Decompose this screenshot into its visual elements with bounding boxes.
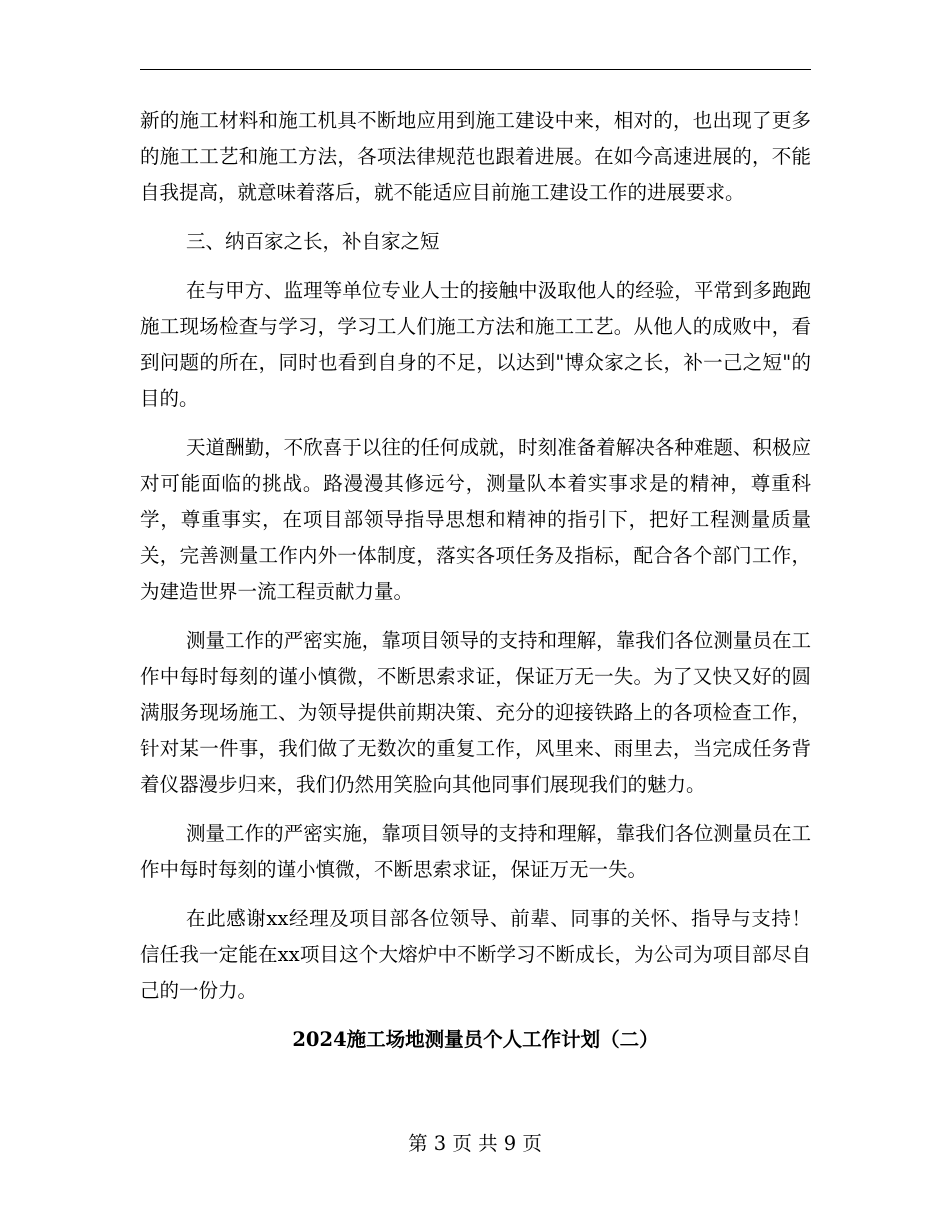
paragraph: 在与甲方、监理等单位专业人士的接触中汲取他人的经验，平常到多跑跑施工现场检查与学习，学习工人们施工方法和施工工艺。从他人的成败中，看到问题的所在，同时也看到自身的不足，以达到"博众家之长，补一己之短"的目的。 <box>140 279 811 410</box>
paragraph: 天道酬勤，不欣喜于以往的任何成就，时刻准备着解决各种难题、积极应对可能面临的挑战。路漫漫其修远兮，测量队本着实事求是的精神，尊重科学，尊重事实，在项目部领导指导思想和精神的指引下，把好工程测量质量关，完善测量工作内外一体制度，落实各项任务及指标，配合各个部门工作，为建造世界一流工程贡献力量。 <box>140 436 811 603</box>
paragraph: 测量工作的严密实施，靠项目领导的支持和理解，靠我们各位测量员在工作中每时每刻的谨小慎微，不断思索求证，保证万无一失。 <box>140 822 811 881</box>
paragraph: 在此感谢xx经理及项目部各位领导、前辈、同事的关怀、指导与支持！信任我一定能在xx项目这个大熔炉中不断学习不断成长，为公司为项目部尽自己的一份力。 <box>140 907 811 1002</box>
document-title: 2024施工场地测量员个人工作计划（二） <box>292 1028 659 1051</box>
paragraph: 测量工作的严密实施，靠项目领导的支持和理解，靠我们各位测量员在工作中每时每刻的谨小慎微，不断思索求证，保证万无一失。为了又快又好的圆满服务现场施工、为领导提供前期决策、充分的迎接铁路上的各项检查工作，针对某一件事，我们做了无数次的重复工作，风里来、雨里去，当完成任务背着仪器漫步归来，我们仍然用笑脸向其他同事们展现我们的魅力。 <box>140 629 811 796</box>
document-body <box>140 103 811 1058</box>
header-rule <box>140 69 811 70</box>
page-number: 第 3 页 共 9 页 <box>408 1132 542 1155</box>
section-heading: 三、纳百家之长，补自家之短 <box>186 230 440 253</box>
paragraph-continuation: 新的施工材料和施工机具不断地应用到施工建设中来，相对的，也出现了更多的施工工艺和施工方法，各项法律规范也跟着进展。在如今高速进展的，不能自我提高，就意味着落后，就不能适应目前施工建设工作的进展要求。 <box>140 109 811 204</box>
